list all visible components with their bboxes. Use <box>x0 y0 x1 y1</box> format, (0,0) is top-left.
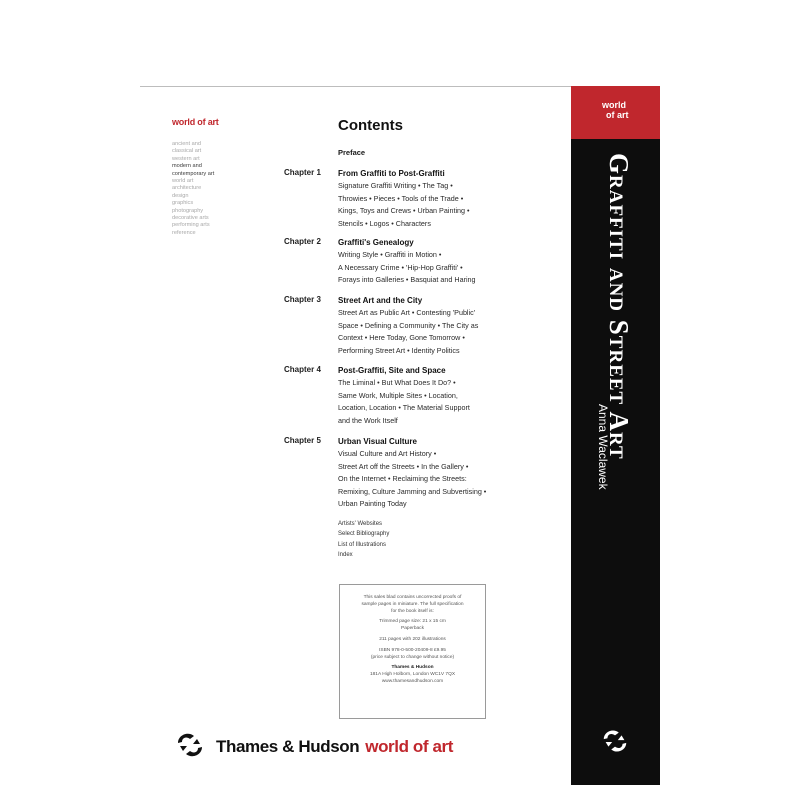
backmatter-item: Index <box>338 551 353 558</box>
category-item: world art <box>172 178 194 185</box>
spine-series-line1: world <box>602 100 626 110</box>
spine-publisher-swirl-icon <box>600 726 630 761</box>
specification-box <box>339 584 486 719</box>
thames-hudson-swirl-icon <box>174 729 206 766</box>
spec-line: (price subject to change without notice) <box>370 654 455 660</box>
chapter-topic-line: Space • Defining a Community • The City as <box>338 320 479 330</box>
series-brand-label: world of art <box>172 117 219 127</box>
publisher-footer-logo <box>174 731 453 763</box>
chapter-body <box>338 365 538 427</box>
chapter-title: From Graffiti to Post-Graffiti <box>338 169 445 178</box>
chapter-body <box>338 237 538 287</box>
chapter-topic-line: and the Work Itself <box>338 415 398 425</box>
chapter-title: Post-Graffiti, Site and Space <box>338 366 446 375</box>
spec-website: www.thamesandhudson.com <box>381 678 444 684</box>
spec-line: sample pages in miniature. The full specification <box>361 601 464 607</box>
chapter-number: Chapter 3 <box>284 295 321 304</box>
spine-series-line2: of art <box>606 110 629 120</box>
spec-line: Paperback <box>401 626 424 632</box>
chapter-topic-line: Context • Here Today, Gone Tomorrow • <box>338 333 465 343</box>
chapter-topic-line: The Liminal • But What Does It Do? • <box>338 378 456 387</box>
spec-line: Trimmed page size: 21 x 15 cm <box>379 619 446 625</box>
chapter-topic-line: Stencils • Logos • Characters <box>338 218 431 228</box>
chapter-topic-line: Street Art off the Streets • In the Gallery • <box>338 461 469 471</box>
category-item: design <box>172 192 189 199</box>
footer-publisher-name: Thames & Hudson <box>216 737 360 756</box>
chapter-number: Chapter 4 <box>284 365 321 374</box>
contents-title: Contents <box>338 117 403 134</box>
chapter-body <box>338 436 538 511</box>
preface-entry: Preface <box>338 148 366 157</box>
chapter-topic-line: Signature Graffiti Writing • The Tag • <box>338 181 453 190</box>
spec-line: 211 pages with 202 illustrations <box>379 636 446 642</box>
category-item: western art <box>172 155 200 162</box>
chapter-topic-line: Kings, Toys and Crews • Urban Painting • <box>338 206 470 216</box>
backmatter-list <box>338 519 389 560</box>
chapter-body <box>338 295 538 357</box>
spine-series-block <box>571 86 660 139</box>
chapter-topic-line: Performing Street Art • Identity Politics <box>338 345 460 355</box>
chapter-topic-line: Writing Style • Graffiti in Motion • <box>338 250 442 259</box>
book-spine <box>571 86 660 785</box>
chapter-title: Street Art and the City <box>338 296 423 305</box>
chapter-topic-line: On the Internet • Reclaiming the Streets: <box>338 474 467 484</box>
chapter-title: Graffiti's Genealogy <box>338 238 414 247</box>
category-item: architecture <box>172 185 202 192</box>
spec-line: for the book itself is: <box>391 608 434 614</box>
category-item: graphics <box>172 200 194 207</box>
spine-author-name: Anna Waclawek <box>596 404 610 490</box>
chapter-number: Chapter 1 <box>284 168 321 177</box>
spec-line: This sales blad contains uncorrected proofs of <box>363 595 462 600</box>
category-item: modern and contemporary art <box>172 163 215 177</box>
chapter-topic-line: Street Art as Public Art • Contesting 'Public' <box>338 308 476 317</box>
chapter-number: Chapter 5 <box>284 436 321 445</box>
chapter-topic-line: Location, Location • The Material Support <box>338 403 470 413</box>
category-list <box>172 141 267 237</box>
backmatter-item: Select Bibliography <box>338 531 390 538</box>
backmatter-item: Artists' Websites <box>338 521 383 527</box>
chapter-number: Chapter 2 <box>284 237 321 246</box>
category-item: performing arts <box>172 222 210 229</box>
category-item: reference <box>172 229 196 236</box>
chapter-topic-line: Visual Culture and Art History • <box>338 449 437 458</box>
chapter-title: Urban Visual Culture <box>338 437 417 446</box>
chapter-topic-line: Same Work, Multiple Sites • Location, <box>338 390 458 400</box>
chapter-topic-line: A Necessary Crime • 'Hip-Hop Graffiti' • <box>338 262 463 272</box>
chapter-topic-line: Remixing, Culture Jamming and Subvertising • <box>338 486 487 496</box>
category-item: decorative arts <box>172 215 209 222</box>
backmatter-item: List of Illustrations <box>338 541 387 548</box>
chapter-body <box>338 168 538 230</box>
spine-book-title: Graffiti and Street Art <box>604 153 634 460</box>
spec-address: 181A High Holborn, London WC1V 7QX <box>369 672 456 678</box>
category-item: photography <box>172 207 204 214</box>
footer-series-name: world of art <box>365 737 454 756</box>
chapter-topic-line: Urban Painting Today <box>338 499 407 509</box>
chapter-topic-line: Throwies • Pieces • Tools of the Trade • <box>338 193 464 203</box>
spec-line: ISBN 978-0-500-20409-8 £9.95 <box>379 647 446 653</box>
spec-publisher: Thames & Hudson <box>391 665 434 671</box>
category-item: ancient and classical art <box>172 141 202 155</box>
chapter-topic-line: Forays into Galleries • Basquiat and Haring <box>338 275 476 285</box>
